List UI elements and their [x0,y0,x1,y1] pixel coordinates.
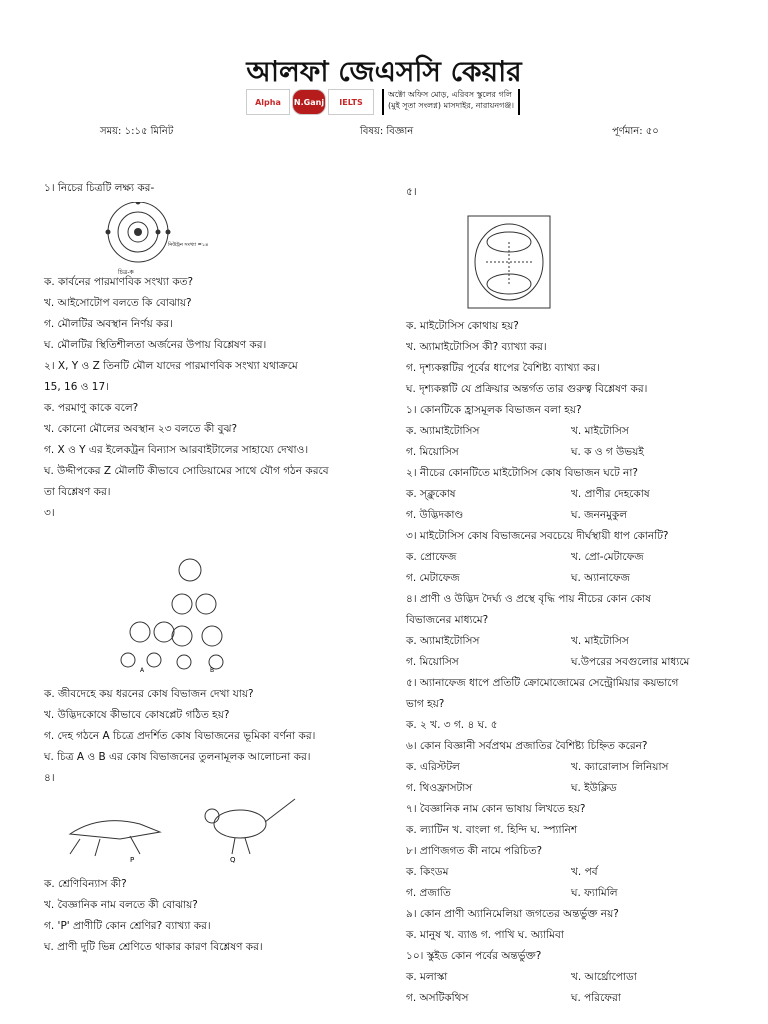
mcq-3: ৩। মাইটোসিস কোষ বিভাজনের সবচেয়ে দীর্ঘস্থায়ী ধাপ কোনটি? [406,530,669,542]
q2-stem-2: 15, 16 ও 17। [44,381,109,393]
marks-label: পূর্ণমান: ৫০ [612,126,659,137]
mcq-4-opt-a: ক. অ্যামাইটোসিস [406,635,480,647]
q1-d: ঘ. মৌলটির স্থিতিশীলতা অর্জনের উপায় বিশ্লেষণ কর। [44,339,267,351]
mitosis-diagram [466,214,552,310]
logo-bar [246,88,522,116]
address [382,89,520,115]
cell-label-a: A [140,667,145,674]
address-line-2: (মুই সূতা সংলগ্ন) মাসদাইর, নারায়নগঞ্জ। [388,101,515,110]
mcq-1-opt-b: খ. মাইটোসিস [571,425,629,437]
q3-c: গ. দেহ গঠনে A চিত্রে প্রদর্শিত কোষ বিভাজনের ভূমিকা বর্ণনা কর। [44,730,316,742]
mcq-1-opt-a: ক. অ্যামাইটোসিস [406,425,480,437]
mcq-8-opt-c: গ. প্রজাতি [406,887,451,899]
q5-c: গ. দৃশ্যকল্পটির পূর্বের ধাপের বৈশিষ্ট্য ব্যাখ্যা কর। [406,362,600,374]
q4-d: ঘ. প্রাণী দুটি ভিন্ন শ্রেণিতে থাকার কারণ বিশ্লেষণ কর। [44,941,263,953]
q1-c: গ. মৌলটির অবস্থান নির্ণয় কর। [44,318,173,330]
mcq-10-opt-a: ক. মলাস্কা [406,971,448,983]
mcq-9-opts: ক. মানুষ খ. ব্যাঙ গ. পাখি ঘ. অ্যামিবা [406,929,564,941]
mcq-8-opt-a: ক. কিংডম [406,866,449,878]
subject-label: বিষয়: বিজ্ঞান [360,126,414,137]
mcq-4-opt-b: খ. মাইটোসিস [571,635,629,647]
q2-b: খ. কোনো মৌলের অবস্থান ২৩ বলতে কী বুঝ? [44,423,238,435]
q5-b: খ. অ্যামাইটোসিস কী? ব্যাখ্যা কর। [406,341,547,353]
left-block-3 [44,874,263,958]
q5-a: ক. মাইটোসিস কোথায় হয়? [406,320,519,332]
cell-division-diagram [120,556,260,674]
q3-stem: ৩। [44,507,55,519]
mcq-2: ২। নীচের কোনটিতে মাইটোসিস কোষ বিভাজন ঘটে না? [406,467,638,479]
mcq-4-cont: বিভাজনের মাধ্যমে? [406,614,489,626]
q2-d: ঘ. উদ্দীপকের Z মৌলটি কীভাবে সোডিয়ামের সাথে যৌগ গঠন করবে [44,465,329,477]
mcq-3-opt-c: গ. মেটাফেজ [406,572,460,584]
mcq-6-opt-c: গ. থিওফ্রাসটাস [406,782,473,794]
q5-stem [406,182,417,203]
mcq-1: ১। কোনটিকে হ্রাসমূলক বিভাজন বলা হয়? [406,404,582,416]
mcq-10-opt-d: ঘ. পরিফেরা [571,992,621,1004]
badge-logo: N.Ganj [292,89,326,115]
atom-diagram [96,202,216,276]
left-block-2 [44,684,315,789]
atom-note: নিউট্রন সংখ্যা =১৪ [168,242,209,248]
mcq-5-cont: ভাগ হয়? [406,698,445,710]
ielts-logo: IELTS [328,89,374,115]
mcq-2-opt-c: গ. উদ্ভিদকাণ্ড [406,509,464,521]
alpha-logo: Alpha [246,89,290,115]
right-block [406,316,736,1009]
left-q1 [44,178,154,199]
mcq-5-opts: ক. ২ খ. ৩ গ. ৪ ঘ. ৫ [406,719,498,731]
q1-a: ক. কার্বনের পারমাণবিক সংখ্যা কত? [44,276,194,288]
q1-stem: ১। নিচের চিত্রটি লক্ষ্য কর- [44,182,155,194]
q3-d: ঘ. চিত্র A ও B এর কোষ বিভাজনের তুলনামূলক আলোচনা কর। [44,751,311,763]
mcq-10-opt-c: গ. অসটিকথিস [406,992,469,1004]
mcq-8-opt-d: ঘ. ফ্যামিলি [571,887,618,899]
page-title: আলফা জেএসসি কেয়ার [246,55,522,88]
q5-d: ঘ. দৃশ্যকল্পটি যে প্রক্রিয়ার অন্তর্গত তার গুরুত্ব বিশ্লেষণ কর। [406,383,648,395]
mcq-6: ৬। কোন বিজ্ঞানী সর্বপ্রথম প্রজাতির বৈশিষ্ট্য চিহ্নিত করেন? [406,740,648,752]
animals-diagram [60,794,310,864]
atom-label: চিত্র-ক [118,269,134,276]
q2-stem: ২। X, Y ও Z তিনটি মৌল যাদের পারমাণবিক সংখ্যা যথাক্রমে [44,360,298,372]
mcq-10: ১০। স্কুইড কোন পর্বের অন্তর্ভুক্ত? [406,950,542,962]
time-label: সময়: ১:১৫ মিনিট [100,126,174,137]
q1-b: খ. আইসোটোপ বলতে কি বোঝায়? [44,297,192,309]
mcq-10-opt-b: খ. আর্থ্রোপোডা [571,971,637,983]
q3-a: ক. জীবদেহে কয় ধরনের কোষ বিভাজন দেখা যায়? [44,688,254,700]
q3-b: খ. উদ্ভিদকোষে কীভাবে কোষপ্লেট গঠিত হয়? [44,709,230,721]
mcq-4-opt-c: গ. মিয়োসিস [406,656,459,668]
address-line-1: অক্টো অফিস মোড়, এরিবস স্কুলের গলি [388,90,512,99]
mcq-2-opt-b: খ. প্রাণীর দেহকোষ [571,488,650,500]
q2-d-2: তা বিশ্লেষণ কর। [44,486,111,498]
mcq-7: ৭। বৈজ্ঞানিক নাম কোন ভাষায় লিখতে হয়? [406,803,586,815]
left-block-1 [44,272,329,524]
mcq-6-opt-a: ক. এরিস্টটল [406,761,460,773]
mcq-3-opt-b: খ. প্রো-মেটাফেজ [571,551,644,563]
mcq-1-opt-c: গ. মিয়োসিস [406,446,459,458]
q2-c: গ. X ও Y এর ইলেকট্রন বিন্যাস আরবাইটালের সাহায্যে দেখাও। [44,444,309,456]
mcq-8-opt-b: খ. পর্ব [571,866,598,878]
mcq-4: ৪। প্রাণী ও উদ্ভিদ দৈর্ঘ্য ও প্রস্থে বৃদ্ধি পায় নীচের কোন কোষ [406,593,651,605]
mcq-2-opt-a: ক. স্ক্লুকোষ [406,488,456,500]
cell-label-b: B [210,667,215,674]
mcq-7-opts: ক. ল্যাটিন খ. বাংলা গ. হিন্দি ঘ. স্প্যানিশ [406,824,578,836]
animal-label-q: Q [230,856,236,864]
mcq-4-opt-d: ঘ.উপরের সবগুলোর মাধ্যমে [571,656,690,668]
mcq-8: ৮। প্রাণিজগত কী নামে পরিচিত? [406,845,543,857]
q4-c: গ. 'P' প্রাণীটি কোন শ্রেণির? ব্যাখ্যা কর। [44,920,211,932]
mcq-5: ৫। অ্যানাফেজ ধাপে প্রতিটি ক্রোমোজোমের সেন্ট্রোমিয়ার কয়ভাগে [406,677,679,689]
mcq-6-opt-d: ঘ. ইউক্লিড [571,782,617,794]
mcq-3-opt-a: ক. প্রোফেজ [406,551,457,563]
mcq-1-opt-d: ঘ. ক ও গ উভয়ই [571,446,644,458]
animal-label-p: P [130,856,135,864]
q4-b: খ. বৈজ্ঞানিক নাম বলতে কী বোঝায়? [44,899,198,911]
q4-a: ক. শ্রেণিবিন্যাস কী? [44,878,127,890]
mcq-2-opt-d: ঘ. জননমুকুল [571,509,628,521]
mcq-9: ৯। কোন প্রাণী অ্যানিমেলিয়া জগতের অন্তর্ভুক্ত নয়? [406,908,619,920]
q4-stem: ৪। [44,772,55,784]
mcq-6-opt-b: খ. ক্যারোলাস লিনিয়াস [571,761,669,773]
mcq-3-opt-d: ঘ. অ্যানাফেজ [571,572,630,584]
q2-a: ক. পরমাণু কাকে বলে? [44,402,139,414]
q5-number: ৫। [406,186,417,198]
